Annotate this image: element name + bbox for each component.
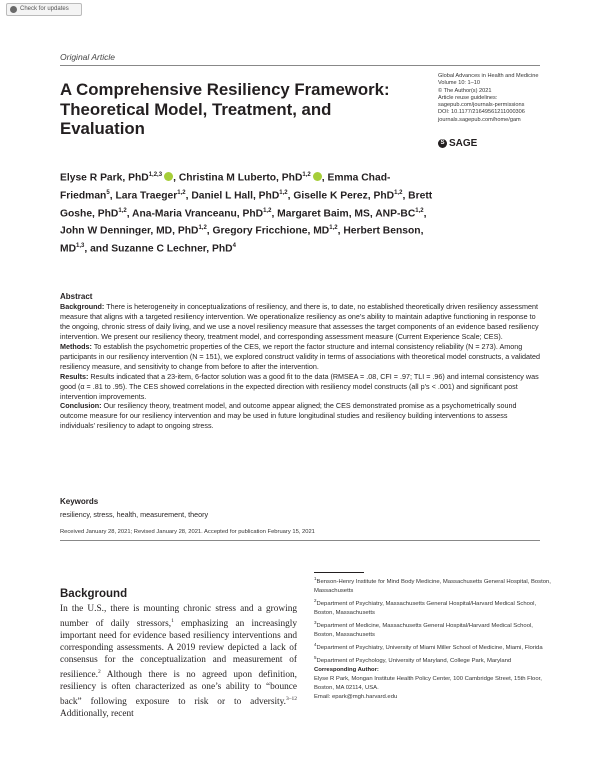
affiliation-number: 1 <box>314 576 317 581</box>
author-affiliation-ref: 1,2 <box>118 207 127 214</box>
abstract-methods-label: Methods: <box>60 341 92 351</box>
citation-ref[interactable]: 1 <box>171 617 174 624</box>
background-text-2: emphasizing an increasingly important need for evidence based resiliency interventions and corresponding assessments. A 2019 review depicted a lack of consensus for the conceptualization and measurement of resilience. <box>60 619 297 680</box>
citation-ref[interactable]: 3–12 <box>286 695 297 702</box>
background-paragraph <box>60 604 297 720</box>
affiliation-number: 5 <box>314 655 317 661</box>
author-affiliation-ref: 1,3 <box>76 243 85 250</box>
affiliation-text: Benson-Henry Institute for Mind Body Medicine, Massachusetts General Hospital, Boston, Massachusetts <box>314 578 551 595</box>
author-separator: , <box>423 208 430 220</box>
author-separator: , <box>337 225 344 237</box>
author-name: Suzanne C Lechner, PhD <box>111 243 233 255</box>
author-name: Elyse R Park, PhD <box>60 172 149 184</box>
abstract-background-label: Background: <box>60 301 105 311</box>
author-separator: , <box>402 190 409 202</box>
background-text-4: Additionally, recent <box>60 708 134 719</box>
author-name: Emma Chad-Friedman <box>60 172 391 202</box>
keywords-heading: Keywords <box>60 497 99 506</box>
affiliation-item <box>314 640 554 653</box>
abstract-results <box>60 372 540 402</box>
author-separator: , <box>321 172 328 184</box>
abstract-conclusion-text: Our resiliency theory, treatment model, and outcome appear aligned; the CES demonstrated promise as a psychometrically sound outcome measure for our resiliency intervention and may be used in future longitudinal studies and resiliency building interventions to assess individuals’ resiliency to adapt to ongoing stress. <box>60 401 517 431</box>
corresponding-email[interactable]: Email: epark@mgh.harvard.edu <box>314 694 398 701</box>
author-affiliation-ref: 1,2 <box>177 189 186 196</box>
author-separator: , <box>126 208 133 220</box>
article-type: Original Article <box>60 52 115 62</box>
abstract-divider <box>60 540 540 541</box>
author-name: John W Denninger, MD, PhD <box>60 225 199 237</box>
orcid-icon[interactable] <box>164 172 173 181</box>
journal-info <box>438 73 588 124</box>
author-affiliation-ref: 1,2 <box>263 207 272 214</box>
author-affiliation-ref: 1,2,3 <box>148 172 163 178</box>
author-name: Giselle K Perez, PhD <box>293 190 395 202</box>
journal-home-link[interactable]: journals.sagepub.com/home/gam <box>438 116 521 123</box>
author-separator: , and <box>84 243 112 255</box>
journal-name: Global Advances in Health and Medicine <box>438 73 539 79</box>
corresponding-heading: Corresponding Author: <box>314 667 379 674</box>
author-name: Lara Traeger <box>115 190 178 202</box>
author-name: Margaret Baim, MS, ANP-BC <box>277 208 416 220</box>
author-affiliation-ref: 5 <box>106 189 110 196</box>
author-affiliation-ref: 4 <box>232 243 236 250</box>
author-affiliation-ref: 1,2 <box>198 225 207 232</box>
publisher-logo <box>438 138 477 149</box>
affiliation-item <box>314 618 554 640</box>
affiliation-number: 3 <box>314 620 317 626</box>
journal-copyright: © The Author(s) 2021 <box>438 87 492 94</box>
author-separator: , <box>206 225 213 237</box>
check-updates-label: Check for updates <box>20 6 69 12</box>
author-name: Daniel L Hall, PhD <box>191 190 280 202</box>
affiliation-item <box>314 596 554 618</box>
sage-logo-icon: S <box>438 139 447 148</box>
affiliation-text: Department of Psychology, University of Maryland, College Park, Maryland <box>316 658 512 665</box>
keywords-list: resiliency, stress, health, measurement, theory <box>60 510 209 519</box>
affiliation-text: Department of Psychiatry, University of Miami Miller School of Medicine, Miami, Florida <box>316 645 543 652</box>
affiliation-number: 2 <box>314 598 317 604</box>
background-text-1: In the U.S., there is mounting chronic stress and a growing number of daily stressors, <box>60 604 297 629</box>
affiliations <box>314 574 554 702</box>
journal-doi[interactable]: DOI: 10.1177/21649561211000306 <box>438 109 525 116</box>
author-affiliation-ref: 1,2 <box>329 225 338 232</box>
author-separator: , <box>185 190 192 202</box>
abstract-methods-text: To establish the psychometric properties of the CES, we report the factor structure and internal consistency reliability (N = 273). Among participants in our resiliency intervention (N = 151), we explored construct validity in terms of associations with theoretical model constructs, a validated resiliency measure, and sensitivity to change from before to after the intervention. <box>60 341 540 371</box>
abstract-conclusion-label: Conclusion: <box>60 401 102 411</box>
abstract-results-text: Results indicated that a 23-item, 6-factor solution was a good fit to the data (RMSEA = .08, CFI = .97; TLI = .96) and internal consistency was good (α = .81 to .95). The CES showed correlations in the expected direction with resiliency model constructs (all p’s < .001) and significant post intervention improvements. <box>60 371 539 401</box>
author-list <box>60 168 440 257</box>
author-affiliation-ref: 1,2 <box>415 207 424 214</box>
affiliation-item <box>314 574 554 596</box>
abstract-background <box>60 302 540 342</box>
author-separator: , <box>287 190 294 202</box>
author-name: Herbert Benson, MD <box>60 225 424 255</box>
check-for-updates-badge[interactable] <box>6 3 82 16</box>
abstract-conclusion <box>60 401 540 431</box>
affiliation-text: Department of Medicine, Massachusetts General Hospital/Harvard Medical School, Boston, Massachusetts <box>314 623 533 639</box>
journal-volume: Volume 10: 1–10 <box>438 80 480 87</box>
affiliation-text: Department of Psychiatry, Massachusetts General Hospital/Harvard Medical School, Boston, Massachusetts <box>314 601 537 617</box>
background-text-3: Although there is no agreed upon definition, resiliency is often characterized as one’s ability to “bounce back” following exposure to risk or to adversity. <box>60 669 297 707</box>
author-separator: , <box>173 172 179 184</box>
received-dates: Received January 28, 2021; Revised January 28, 2021. Accepted for publication February 15, 2021 <box>60 529 315 535</box>
abstract-heading: Abstract <box>60 292 93 301</box>
journal-permissions-link[interactable]: sagepub.com/journals-permissions <box>438 102 525 109</box>
abstract-results-label: Results: <box>60 371 89 381</box>
author-separator: , <box>271 208 278 220</box>
abstract <box>60 292 540 431</box>
paper-title: A Comprehensive Resiliency Framework: Theoretical Model, Treatment, and Evaluation <box>60 80 390 138</box>
update-icon <box>10 6 17 13</box>
header-divider <box>60 65 540 66</box>
author-name: Christina M Luberto, PhD <box>178 172 303 184</box>
corresponding-address: Elyse R Park, Mongan Institute Health Policy Center, 100 Cambridge Street, 15th Floor, Boston, MA 02114, USA. <box>314 676 542 692</box>
affiliation-list <box>314 574 554 666</box>
citation-ref[interactable]: 2 <box>97 668 101 675</box>
author-name: Ana-Maria Vranceanu, PhD <box>132 208 264 220</box>
journal-reuse: Article reuse guidelines: <box>438 94 498 101</box>
author-name: Brett Goshe, PhD <box>60 190 433 220</box>
author-affiliation-ref: 1,2 <box>394 189 403 196</box>
author-separator: , <box>109 190 116 202</box>
affiliation-number: 4 <box>314 642 317 648</box>
author-affiliation-ref: 1,2 <box>279 189 288 196</box>
abstract-background-text: There is heterogeneity in conceptualizations of resiliency, and there is, to date, no established theoretically driven resiliency assessment measure that aligns with a targeted resiliency intervention. We operationalize resiliency as one’s ability to maintain adaptive functioning in response to the ongoing, chronic stress of daily living, and we use a novel resiliency measure that assesses the target components of an evidence based resiliency intervention. We present our resiliency theory, treatment model, and corresponding assessment measure (Current Experience Scale; CES). <box>60 301 539 341</box>
affiliation-item <box>314 653 554 666</box>
author-affiliation-ref: 1,2 <box>302 172 311 178</box>
abstract-methods <box>60 342 540 372</box>
orcid-icon[interactable] <box>313 172 322 181</box>
author-name: Gregory Fricchione, MD <box>212 225 330 237</box>
footnote-divider <box>314 572 364 573</box>
publisher-name: SAGE <box>449 138 478 149</box>
section-heading-background: Background <box>60 588 128 600</box>
